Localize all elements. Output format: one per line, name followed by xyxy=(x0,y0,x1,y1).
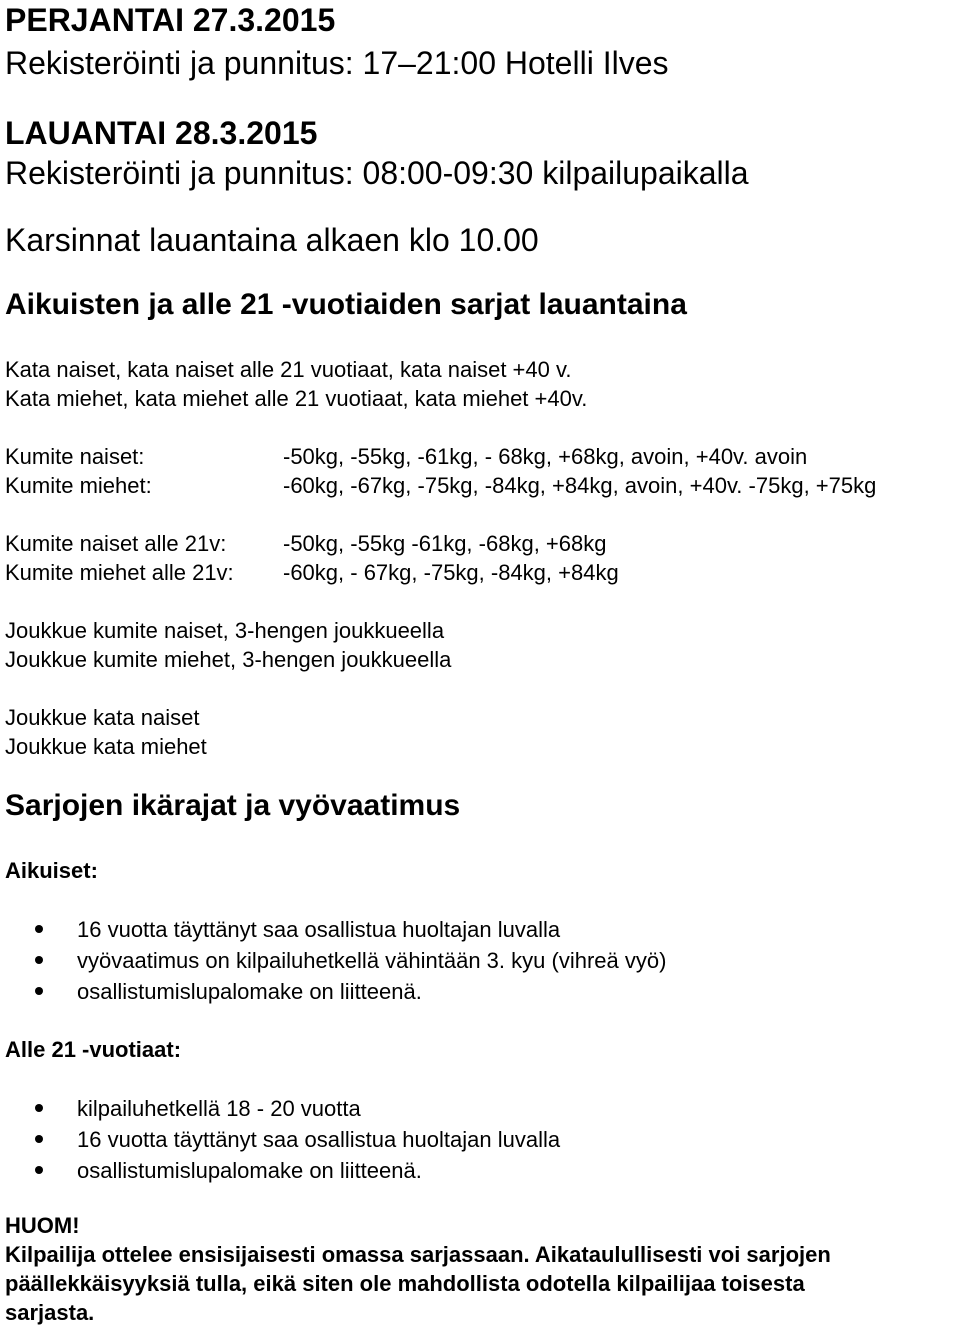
saturday-registration: Rekisteröinti ja punnitus: 08:00-09:30 kilpailupaikalla xyxy=(5,155,749,191)
note-line: Kilpailija ottelee ensisijaisesti omassa sarjassaan. Aikataulullisesti voi sarjojen xyxy=(5,1242,831,1267)
kumite-weights: -60kg, -67kg, -75kg, -84kg, +84kg, avoin, +40v. -75kg, +75kg xyxy=(283,473,877,498)
qualifiers-start: Karsinnat lauantaina alkaen klo 10.00 xyxy=(5,222,539,258)
kata-line: Kata miehet, kata miehet alle 21 vuotiaat, kata miehet +40v. xyxy=(5,386,588,411)
friday-heading: PERJANTAI 27.3.2015 xyxy=(5,2,336,38)
kumite-label: Kumite naiset: xyxy=(5,444,145,469)
u21-requirement: 16 vuotta täyttänyt saa osallistua huoltajan luvalla xyxy=(77,1127,561,1152)
bullet-icon xyxy=(35,1166,43,1174)
bullet-icon xyxy=(35,987,43,995)
note-label: HUOM! xyxy=(5,1213,80,1238)
u21-label: Alle 21 -vuotiaat: xyxy=(5,1037,182,1062)
bullet-icon xyxy=(35,1104,43,1112)
age-section-heading: Sarjojen ikärajat ja vyövaatimus xyxy=(5,789,461,822)
saturday-heading: LAUANTAI 28.3.2015 xyxy=(5,115,318,151)
kumite-u21-label: Kumite miehet alle 21v: xyxy=(5,560,234,585)
adults-requirement: 16 vuotta täyttänyt saa osallistua huoltajan luvalla xyxy=(77,917,561,942)
friday-registration: Rekisteröinti ja punnitus: 17–21:00 Hotelli Ilves xyxy=(5,45,669,81)
bullet-icon xyxy=(35,925,43,933)
note-line: päällekkäisyyksiä tulla, eikä siten ole mahdollista odotella kilpailijaa toisesta xyxy=(5,1271,805,1296)
adults-requirement: vyövaatimus on kilpailuhetkellä vähintään 3. kyu (vihreä vyö) xyxy=(77,948,667,973)
bullet-icon xyxy=(35,956,43,964)
team-kata-line: Joukkue kata miehet xyxy=(5,734,207,759)
kumite-u21-weights: -50kg, -55kg -61kg, -68kg, +68kg xyxy=(283,531,607,556)
team-kumite-line: Joukkue kumite naiset, 3-hengen joukkueella xyxy=(5,618,445,643)
kumite-u21-weights: -60kg, - 67kg, -75kg, -84kg, +84kg xyxy=(283,560,619,585)
u21-requirement: osallistumislupalomake on liitteenä. xyxy=(77,1158,422,1183)
team-kumite-line: Joukkue kumite miehet, 3-hengen joukkueella xyxy=(5,647,452,672)
note-line: sarjasta. xyxy=(5,1300,95,1325)
team-kata-line: Joukkue kata naiset xyxy=(5,705,200,730)
kumite-u21-label: Kumite naiset alle 21v: xyxy=(5,531,227,556)
kata-line: Kata naiset, kata naiset alle 21 vuotiaat, kata naiset +40 v. xyxy=(5,357,572,382)
u21-requirement: kilpailuhetkellä 18 - 20 vuotta xyxy=(77,1096,361,1121)
bullet-icon xyxy=(35,1135,43,1143)
series-heading: Aikuisten ja alle 21 -vuotiaiden sarjat lauantaina xyxy=(5,288,687,321)
adults-label: Aikuiset: xyxy=(5,858,98,883)
kumite-weights: -50kg, -55kg, -61kg, - 68kg, +68kg, avoin, +40v. avoin xyxy=(283,444,808,469)
adults-requirement: osallistumislupalomake on liitteenä. xyxy=(77,979,422,1004)
kumite-label: Kumite miehet: xyxy=(5,473,152,498)
